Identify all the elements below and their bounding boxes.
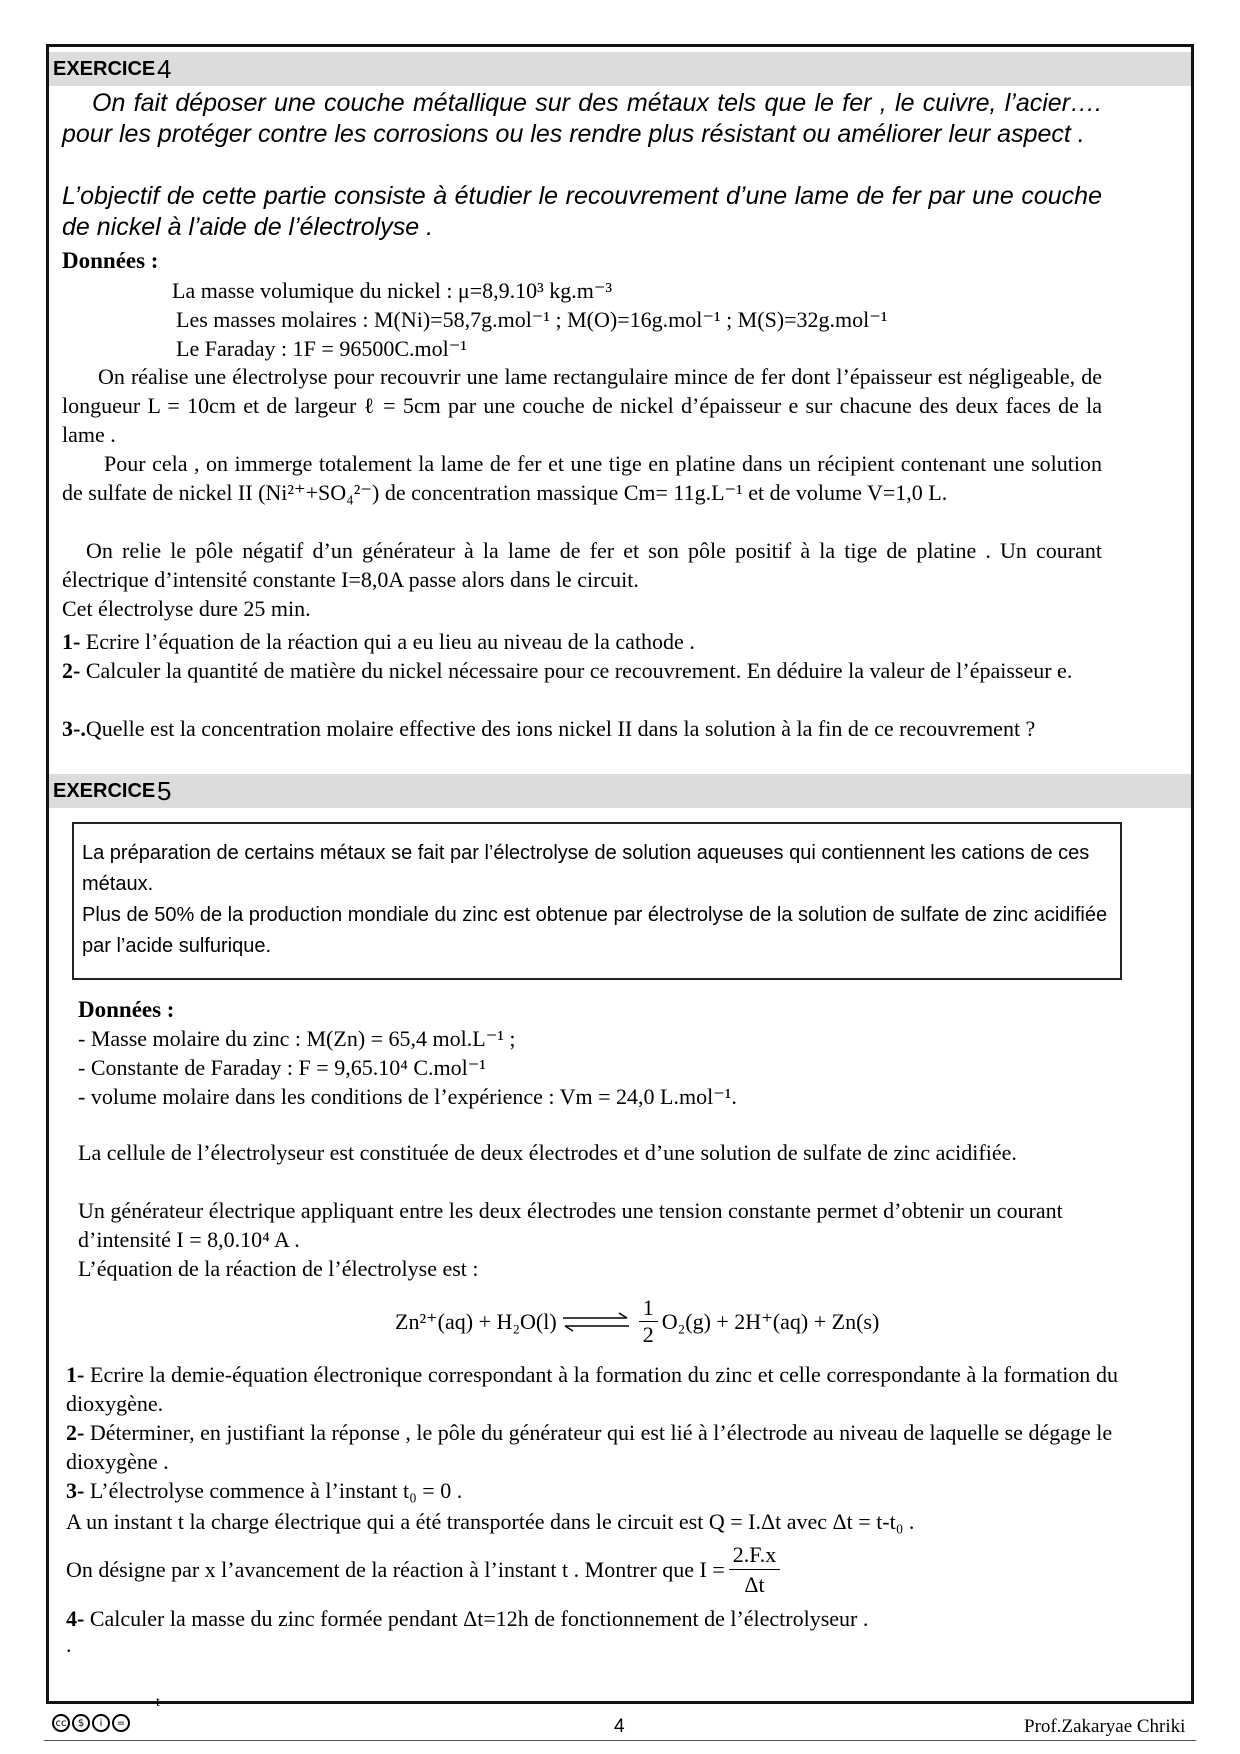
stray-dot: . xyxy=(66,1632,72,1657)
question-number: 2- xyxy=(62,658,81,683)
fraction-denominator: Δt xyxy=(744,1572,765,1597)
exercise-5-header xyxy=(49,774,1191,808)
ex5-question-1 xyxy=(66,1360,1118,1418)
ex5-paragraph-2: Un générateur électrique appliquant entre les deux électrodes une tension constante permet d’obtenir un courant d’intensité I = 8,0.10⁴ A . xyxy=(78,1198,1063,1252)
question-number: 3- xyxy=(66,1478,85,1503)
ex5-question-3 xyxy=(66,1476,462,1505)
question-text: L’électrolyse commence à l’instant t₀ = 0 . xyxy=(89,1478,463,1503)
ex4-paragraph-3: On relie le pôle négatif d’un générateur à la lame de fer et son pôle positif à la tige de platine . Un courant électrique d’intensité constante I=8,0A passe alors dans le circuit. xyxy=(62,538,1102,592)
ex5-paragraph-3: L’équation de la réaction de l’électrolyse est : xyxy=(78,1256,479,1281)
exercise-4-header xyxy=(49,52,1191,86)
ex5-question-3-charge: A un instant t la charge électrique qui a été transportée dans le circuit est Q = I.Δt avec Δt = t-t₀ . xyxy=(66,1509,915,1534)
question-text: Calculer la masse du zinc formée pendant Δt=12h de fonctionnement de l’électrolyseur . xyxy=(89,1606,869,1631)
ex5-box-text-2: Plus de 50% de la production mondiale du zinc est obtenue par électrolyse de la solution de sulfate de zinc acidifiée par l’acide sulfurique. xyxy=(82,904,1108,957)
ex5-intro-box xyxy=(72,822,1122,980)
ex5-data-molar-volume: - volume molaire dans les conditions de l’expérience : Vm = 24,0 L.mol⁻¹. xyxy=(78,1084,737,1109)
ex4-question-1 xyxy=(62,627,1102,656)
footer-rule xyxy=(44,1740,1196,1741)
fraction-denominator: 2 xyxy=(642,1322,654,1347)
question-text: Ecrire l’équation de la réaction qui a eu lieu au niveau de la cathode . xyxy=(85,629,695,654)
ex5-data-molar-mass: - Masse molaire du zinc : M(Zn) = 65,4 mol.L⁻¹ ; xyxy=(78,1026,516,1051)
ex5-question-4 xyxy=(66,1604,1118,1633)
question-number: 2- xyxy=(66,1420,85,1445)
ex4-data-molar-masses: Les masses molaires : M(Ni)=58,7g.mol⁻¹ ; M(O)=16g.mol⁻¹ ; M(S)=32g.mol⁻¹ xyxy=(176,307,888,332)
question-number: 1- xyxy=(62,629,81,654)
exercise-title: EXERCICE xyxy=(53,58,156,80)
question-number: 3-. xyxy=(62,716,86,741)
ex4-data-density: La masse volumique du nickel : μ=8,9.10³ kg.m⁻³ xyxy=(172,278,613,303)
fraction-numerator: 1 xyxy=(639,1295,658,1322)
author-name: Prof.Zakaryae Chriki xyxy=(1024,1716,1186,1737)
ex4-question-2 xyxy=(62,656,1102,685)
exercise-title: EXERCICE xyxy=(53,780,156,802)
electrolysis-equation xyxy=(395,1295,879,1348)
ex5-question-3-show xyxy=(66,1540,784,1599)
ex4-question-3 xyxy=(62,714,1102,743)
cc-license-icon xyxy=(52,1714,130,1732)
fraction-numerator: 2.F.x xyxy=(729,1540,780,1570)
ex5-donnees-heading: Données : xyxy=(78,997,175,1022)
ex5-question-2 xyxy=(66,1418,1118,1476)
question-text: Ecrire la demie-équation électronique correspondant à la formation du zinc et celle correspondante à la formation du dioxygène. xyxy=(66,1362,1118,1416)
ex4-paragraph-2: Pour cela , on immerge totalement la lame de fer et une tige en platine dans un récipient contenant une solution de sulfate de nickel II (Ni²⁺+SO₄²⁻) de concentration massique Cm= 11g.L⁻¹ et de volume V=1,0 L. xyxy=(62,451,1102,505)
equation-reactants: Zn²⁺(aq) + H₂O(l) xyxy=(395,1308,557,1334)
intensity-fraction xyxy=(729,1540,780,1599)
page-number: 4 xyxy=(614,1716,625,1737)
question-text: Calculer la quantité de matière du nickel nécessaire pour ce recouvrement. En déduire la valeur de l’épaisseur e. xyxy=(85,658,1073,683)
ex4-intro-1: On fait déposer une couche métallique sur des métaux tels que le fer , le cuivre, l’acier…. pour les protéger contre les corrosions ou les rendre plus résistant ou améliorer leur aspect . xyxy=(62,89,1102,148)
ex4-donnees-heading: Données : xyxy=(62,248,159,273)
equilibrium-arrows-icon xyxy=(561,1310,631,1334)
exercise-number: 4 xyxy=(157,54,172,84)
cc-icon: cc xyxy=(52,1714,70,1732)
ex4-paragraph-1: On réalise une électrolyse pour recouvrir une lame rectangulaire mince de fer dont l’épaisseur est négligeable, de longueur L = 10cm et de largeur ℓ = 5cm par une couche de nickel d’épaisseur e sur chacune des deux faces de la lame . xyxy=(62,364,1102,447)
question-text: Déterminer, en justifiant la réponse , le pôle du générateur qui est lié à l’électrode au niveau de laquelle se dégage le dioxygène . xyxy=(66,1420,1113,1474)
question-number: 4- xyxy=(66,1606,85,1631)
question-number: 1- xyxy=(66,1362,85,1387)
ex5-box-text-1: La préparation de certains métaux se fait par l’électrolyse de solution aqueuses qui contiennent les cations de ces métaux. xyxy=(82,842,1090,895)
ex4-paragraph-4: Cet électrolyse dure 25 min. xyxy=(62,596,311,621)
nd-icon: = xyxy=(112,1714,130,1732)
exercise-number: 5 xyxy=(157,776,172,806)
question-text: Quelle est la concentration molaire effective des ions nickel II dans la solution à la fin de ce recouvrement ? xyxy=(85,716,1036,741)
ex5-paragraph-1: La cellule de l’électrolyseur est constituée de deux électrodes et d’une solution de sulfate de zinc acidifiée. xyxy=(78,1140,1017,1165)
stray-mark: t xyxy=(156,1695,160,1710)
ex4-data-faraday: Le Faraday : 1F = 96500C.mol⁻¹ xyxy=(176,336,467,361)
equation-coefficient xyxy=(639,1295,658,1348)
nc-icon: $ xyxy=(72,1714,90,1732)
question-text: On désigne par x l’avancement de la réaction à l’instant t . Montrer que I = xyxy=(66,1557,725,1582)
ex4-intro-2: L’objectif de cette partie consiste à étudier le recouvrement d’une lame de fer par une couche de nickel à l’aide de l’électrolyse . xyxy=(62,182,1102,241)
equation-products: O₂(g) + 2H⁺(aq) + Zn(s) xyxy=(661,1308,880,1334)
by-icon: i xyxy=(92,1714,110,1732)
ex5-data-faraday: - Constante de Faraday : F = 9,65.10⁴ C.mol⁻¹ xyxy=(78,1055,486,1080)
